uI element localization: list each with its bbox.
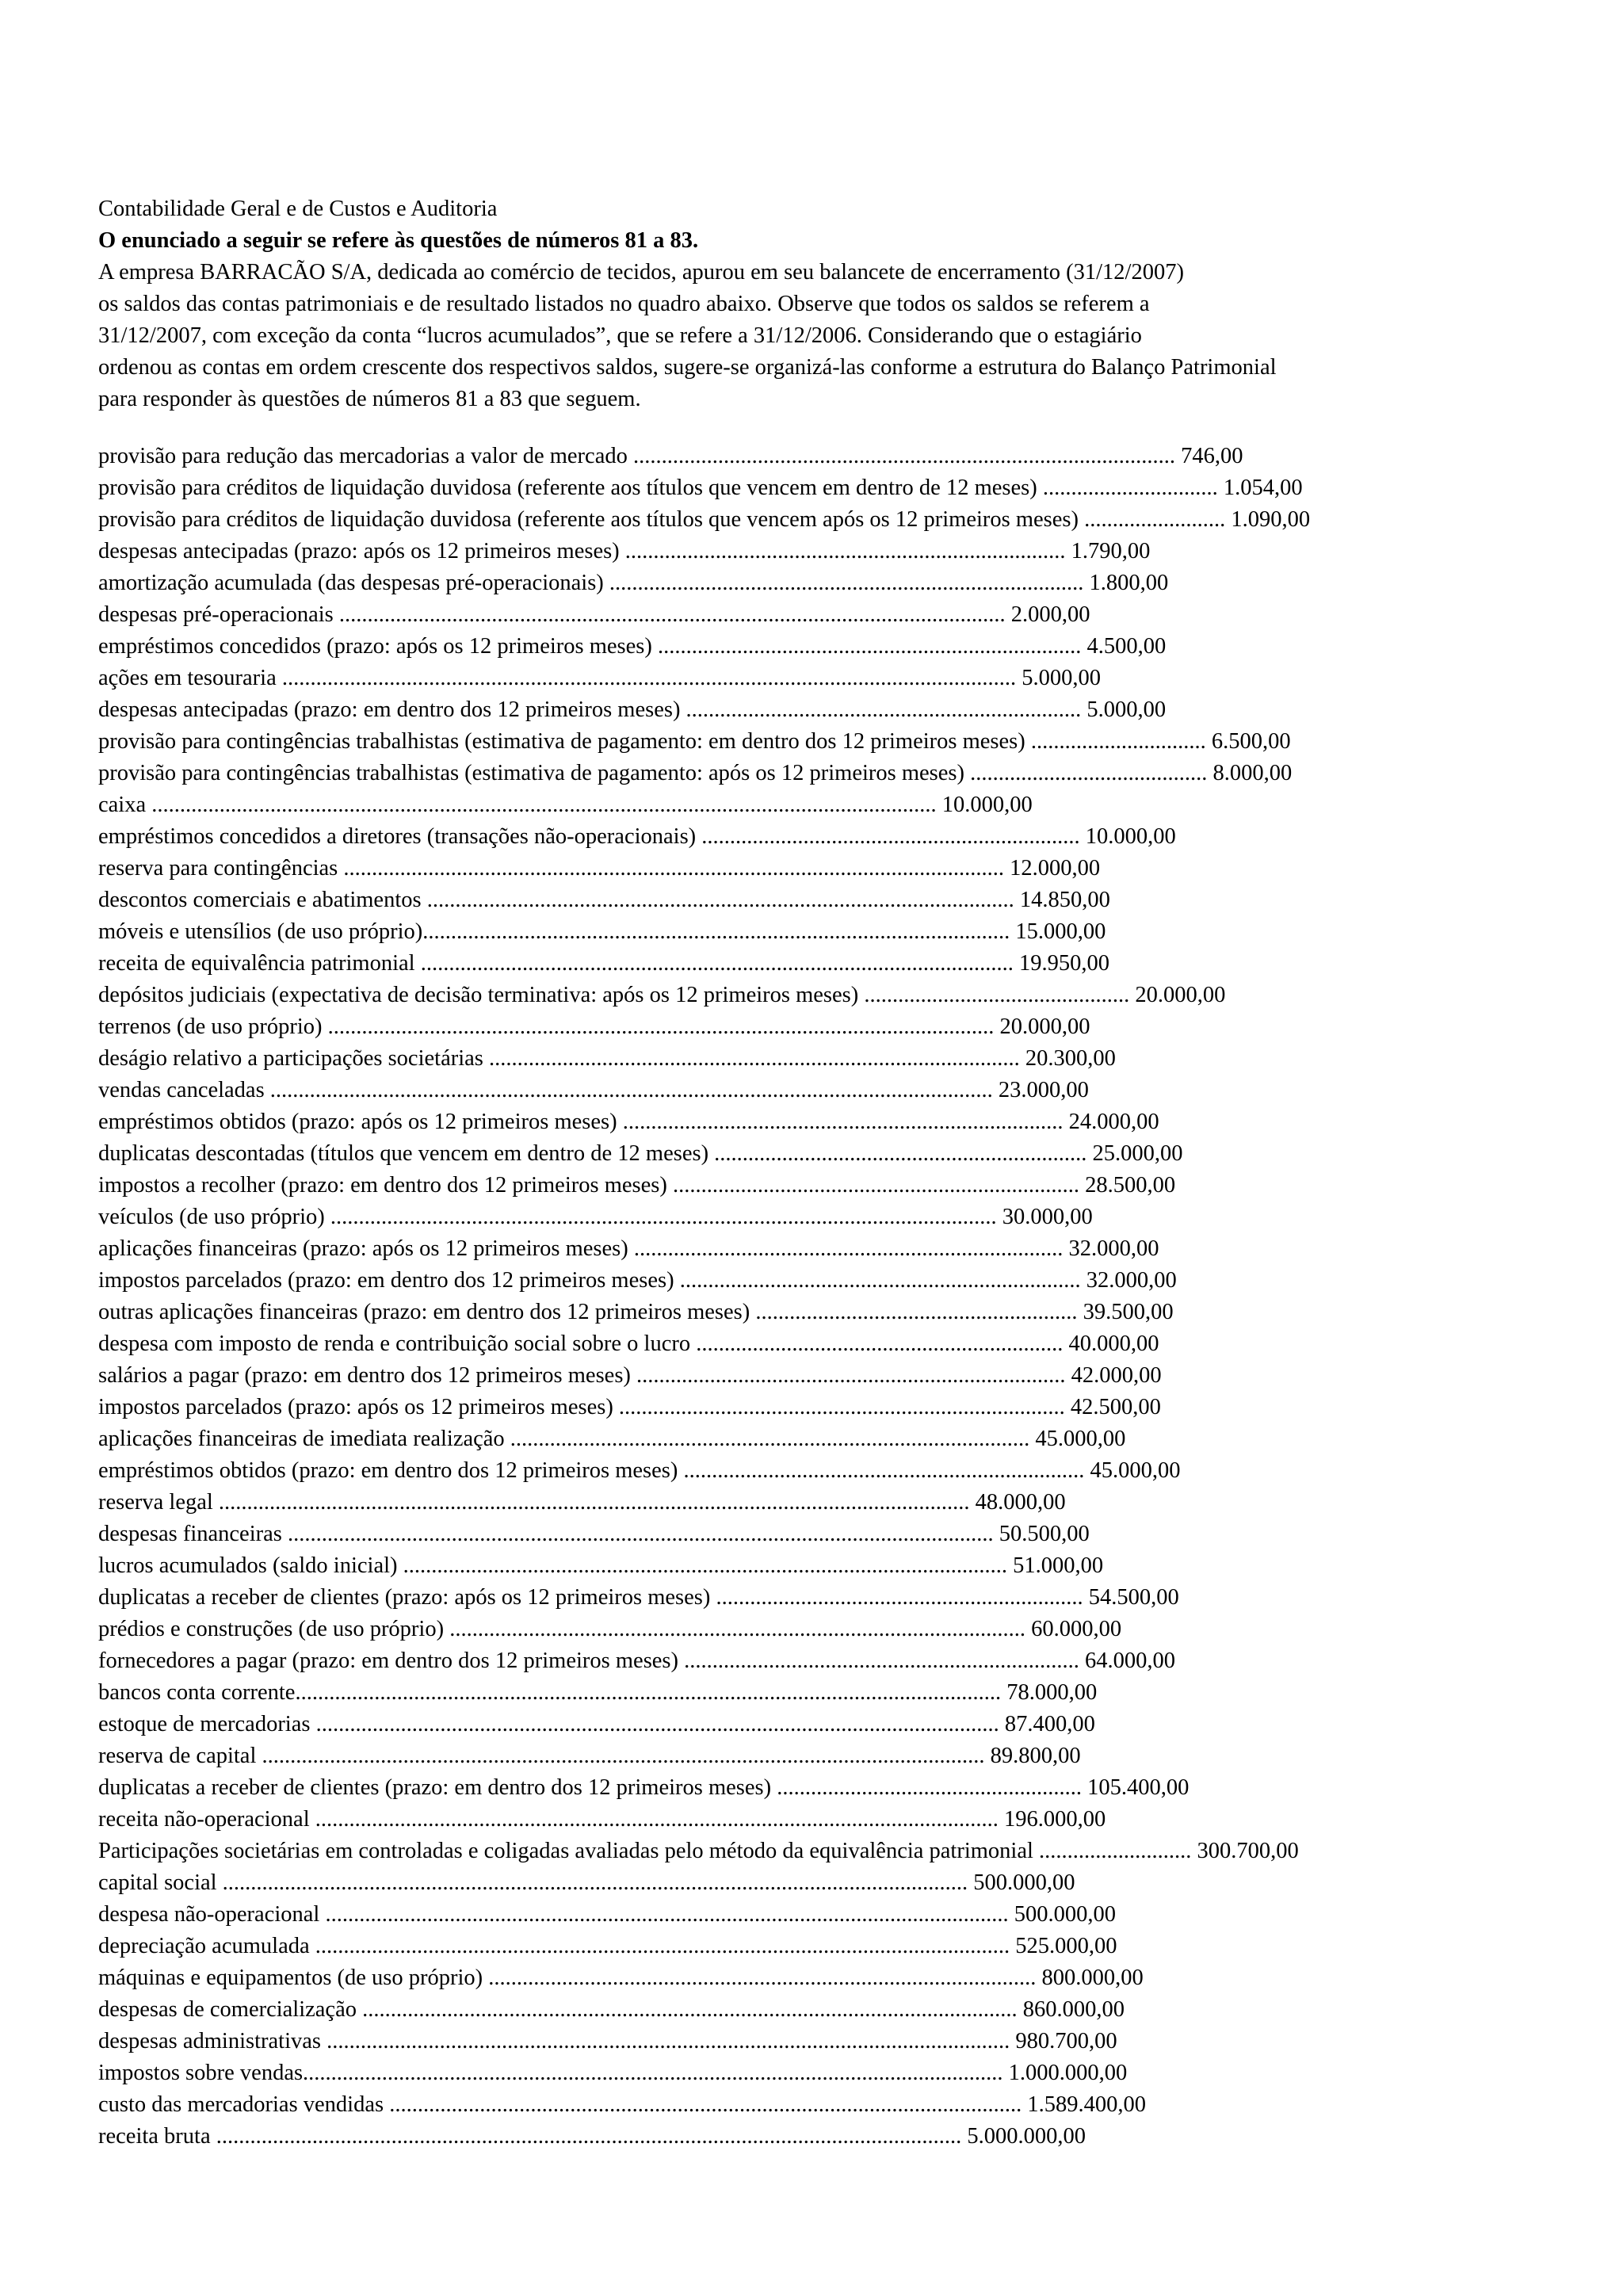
intro-line: os saldos das contas patrimoniais e de resultado listados no quadro abaixo. Observe que todos os saldos se referem a bbox=[98, 292, 1150, 316]
account-entry: despesas administrativas ......................................................................................................................... 980.700,00 bbox=[98, 2029, 1117, 2053]
account-entry: despesa com imposto de renda e contribuição social sobre o lucro ................................................................. 40.000,00 bbox=[98, 1331, 1159, 1356]
account-entry: receita bruta .................................................................................................................................... 5.000.000,00 bbox=[98, 2124, 1086, 2149]
account-entry: amortização acumulada (das despesas pré-operacionais) .................................................................................... 1.800,00 bbox=[98, 571, 1169, 595]
account-entry: ações em tesouraria .................................................................................................................................. 5.000,00 bbox=[98, 666, 1101, 690]
account-entry: duplicatas a receber de clientes (prazo: após os 12 primeiros meses) ................................................................. 54.500,00 bbox=[98, 1585, 1179, 1610]
intro-line: ordenou as contas em ordem crescente dos respectivos saldos, sugere-se organizá-las conforme a estrutura do Balanço Patrimonial bbox=[98, 355, 1277, 380]
account-entry: impostos sobre vendas............................................................................................................................ 1.000.000,00 bbox=[98, 2061, 1128, 2085]
account-entry: estoque de mercadorias ......................................................................................................................... 87.400,00 bbox=[98, 1712, 1095, 1736]
account-entry: duplicatas a receber de clientes (prazo: em dentro dos 12 primeiros meses) ...................................................... 105.400,00 bbox=[98, 1775, 1190, 1800]
account-entry: provisão para créditos de liquidação duvidosa (referente aos títulos que vencem após os 12 primeiros meses) ......................... 1.090,00 bbox=[98, 507, 1311, 532]
account-entry: provisão para créditos de liquidação duvidosa (referente aos títulos que vencem em dentro de 12 meses) ............................... 1.054,00 bbox=[98, 476, 1303, 500]
account-entry: impostos parcelados (prazo: após os 12 primeiros meses) ............................................................................... 42.500,00 bbox=[98, 1395, 1161, 1419]
statement-heading: O enunciado a seguir se refere às questões de números 81 a 83. bbox=[98, 228, 699, 253]
account-entry: descontos comerciais e abatimentos ........................................................................................................ 14.850,00 bbox=[98, 888, 1110, 912]
account-entry: impostos parcelados (prazo: em dentro dos 12 primeiros meses) ....................................................................... 32.000,00 bbox=[98, 1268, 1177, 1293]
account-entry: bancos conta corrente............................................................................................................................. 78.000,00 bbox=[98, 1680, 1098, 1705]
account-entry: custo das mercadorias vendidas ................................................................................................................ 1.589.400,00 bbox=[98, 2092, 1146, 2117]
account-entry: vendas canceladas ................................................................................................................................ 23.000,00 bbox=[98, 1078, 1089, 1102]
account-list bbox=[98, 441, 1572, 2153]
account-entry: empréstimos obtidos (prazo: após os 12 primeiros meses) .............................................................................. 24.000,00 bbox=[98, 1110, 1159, 1134]
account-entry: depósitos judiciais (expectativa de decisão terminativa: após os 12 primeiros meses) ............................................... 20.000,00 bbox=[98, 983, 1226, 1007]
account-entry: reserva de capital ................................................................................................................................ 89.800,00 bbox=[98, 1744, 1081, 1768]
account-entry: deságio relativo a participações societárias .............................................................................................. 20.300,00 bbox=[98, 1046, 1116, 1071]
intro-line: para responder às questões de números 81 a 83 que seguem. bbox=[98, 387, 641, 411]
intro-line: A empresa BARRACÃO S/A, dedicada ao comércio de tecidos, apurou em seu balancete de encerramento (31/12/2007) bbox=[98, 260, 1184, 285]
intro-line: 31/12/2007, com exceção da conta “lucros acumulados”, que se refere a 31/12/2006. Considerando que o estagiário bbox=[98, 323, 1142, 348]
account-entry: provisão para contingências trabalhistas (estimativa de pagamento: após os 12 primeiros meses) .......................................... 8.000,00 bbox=[98, 761, 1293, 785]
account-entry: terrenos (de uso próprio) ...................................................................................................................... 20.000,00 bbox=[98, 1014, 1090, 1039]
account-entry: capital social .................................................................................................................................... 500.000,00 bbox=[98, 1870, 1075, 1895]
account-entry: empréstimos obtidos (prazo: em dentro dos 12 primeiros meses) ....................................................................... 45.000,00 bbox=[98, 1458, 1181, 1483]
account-entry: Participações societárias em controladas e coligadas avaliadas pelo método da equivalência patrimonial ........................... 300.700,00 bbox=[98, 1839, 1299, 1863]
account-entry: receita não-operacional ......................................................................................................................... 196.000,00 bbox=[98, 1807, 1106, 1832]
account-entry: despesas de comercialização .................................................................................................................... 860.000,00 bbox=[98, 1997, 1125, 2022]
document-body bbox=[98, 193, 1572, 2153]
account-entry: despesas financeiras ............................................................................................................................. 50.500,00 bbox=[98, 1522, 1090, 1546]
account-entry: veículos (de uso próprio) ...................................................................................................................... 30.000,00 bbox=[98, 1205, 1093, 1229]
account-entry: despesa não-operacional ......................................................................................................................... 500.000,00 bbox=[98, 1902, 1116, 1927]
account-entry: salários a pagar (prazo: em dentro dos 12 primeiros meses) ............................................................................ 42.000,00 bbox=[98, 1363, 1162, 1388]
account-entry: empréstimos concedidos (prazo: após os 12 primeiros meses) ........................................................................... 4.500,00 bbox=[98, 634, 1167, 659]
account-entry: impostos a recolher (prazo: em dentro dos 12 primeiros meses) ........................................................................ 28.500,00 bbox=[98, 1173, 1176, 1198]
account-entry: lucros acumulados (saldo inicial) ........................................................................................................... 51.000,00 bbox=[98, 1553, 1104, 1578]
account-entry: despesas antecipadas (prazo: em dentro dos 12 primeiros meses) ...................................................................... 5.000,00 bbox=[98, 697, 1167, 722]
account-entry: outras aplicações financeiras (prazo: em dentro dos 12 primeiros meses) ......................................................... 39.500,00 bbox=[98, 1300, 1174, 1324]
account-entry: receita de equivalência patrimonial ......................................................................................................... 19.950,00 bbox=[98, 951, 1109, 976]
subject-heading: Contabilidade Geral e de Custos e Auditoria bbox=[98, 197, 498, 221]
account-entry: empréstimos concedidos a diretores (transações não-operacionais) ................................................................... 10.000,00 bbox=[98, 824, 1176, 849]
intro-paragraph bbox=[98, 257, 1572, 415]
account-entry: aplicações financeiras (prazo: após os 12 primeiros meses) ............................................................................ 32.000,00 bbox=[98, 1236, 1159, 1261]
account-entry: reserva legal ..................................................................................................................................... 48.000,00 bbox=[98, 1490, 1066, 1515]
account-entry: depreciação acumulada ........................................................................................................................... 525.000,00 bbox=[98, 1934, 1117, 1958]
account-entry: máquinas e equipamentos (de uso próprio) ................................................................................................. 800.000,00 bbox=[98, 1966, 1144, 1990]
account-entry: reserva para contingências ..................................................................................................................... 12.000,00 bbox=[98, 856, 1101, 881]
account-entry: móveis e utensílios (de uso próprio)........................................................................................................ 15.000,00 bbox=[98, 919, 1106, 944]
account-entry: provisão para redução das mercadorias a valor de mercado ................................................................................................ 746,00 bbox=[98, 444, 1243, 468]
account-entry: prédios e construções (de uso próprio) ...................................................................................................... 60.000,00 bbox=[98, 1617, 1122, 1641]
account-entry: fornecedores a pagar (prazo: em dentro dos 12 primeiros meses) ...................................................................... 64.000,00 bbox=[98, 1648, 1176, 1673]
account-entry: despesas pré-operacionais ...................................................................................................................... 2.000,00 bbox=[98, 602, 1090, 627]
account-entry: duplicatas descontadas (títulos que vencem em dentro de 12 meses) .................................................................. 25.000,00 bbox=[98, 1141, 1183, 1166]
account-entry: caixa ........................................................................................................................................... 10.000,00 bbox=[98, 793, 1033, 817]
account-entry: despesas antecipadas (prazo: após os 12 primeiros meses) .............................................................................. 1.790,00 bbox=[98, 539, 1151, 563]
account-entry: provisão para contingências trabalhistas (estimativa de pagamento: em dentro dos 12 primeiros meses) ............................... 6.500,00 bbox=[98, 729, 1291, 754]
account-entry: aplicações financeiras de imediata realização ............................................................................................ 45.000,00 bbox=[98, 1427, 1126, 1451]
